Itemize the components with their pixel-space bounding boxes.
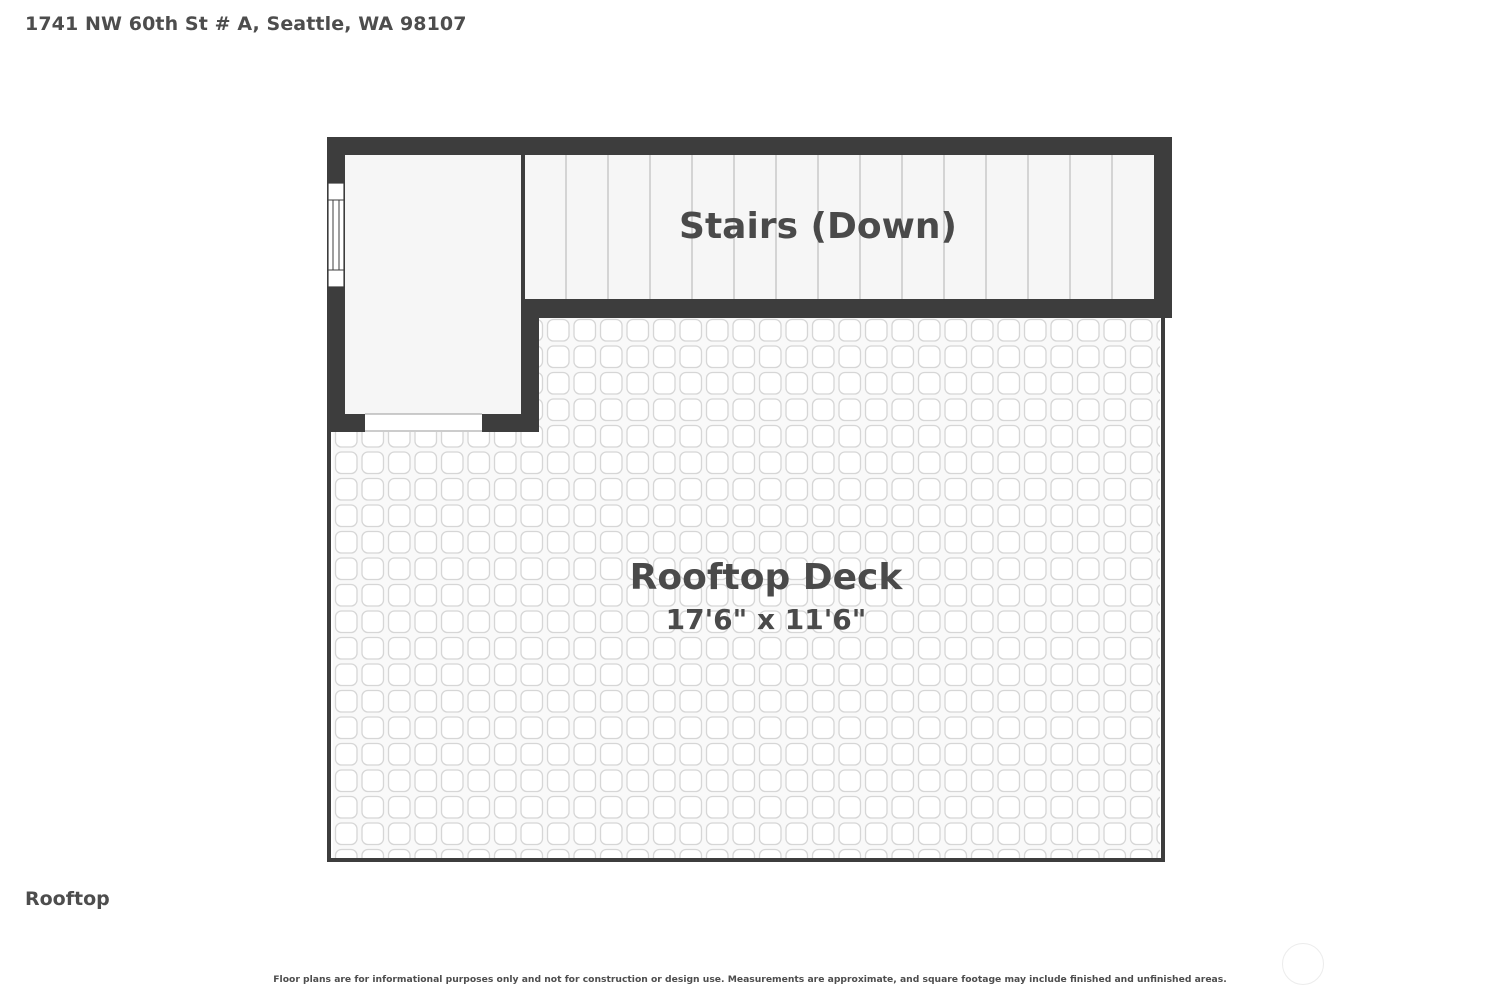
compass-icon xyxy=(1282,943,1324,985)
floor-label: Rooftop xyxy=(25,888,110,910)
stairs-label: Stairs (Down) xyxy=(679,206,957,247)
doorway xyxy=(365,414,482,432)
deck-dimensions: 17'6" x 11'6" xyxy=(665,603,867,636)
property-address: 1741 NW 60th St # A, Seattle, WA 98107 xyxy=(25,13,467,35)
closet-room xyxy=(345,155,521,414)
disclaimer: Floor plans are for informational purposes only and not for construction or design use. Measurements are approximate, and square footage may include finished and unfinished areas. xyxy=(273,974,1227,985)
deck-label: Rooftop Deck xyxy=(629,557,903,598)
window xyxy=(328,183,344,287)
